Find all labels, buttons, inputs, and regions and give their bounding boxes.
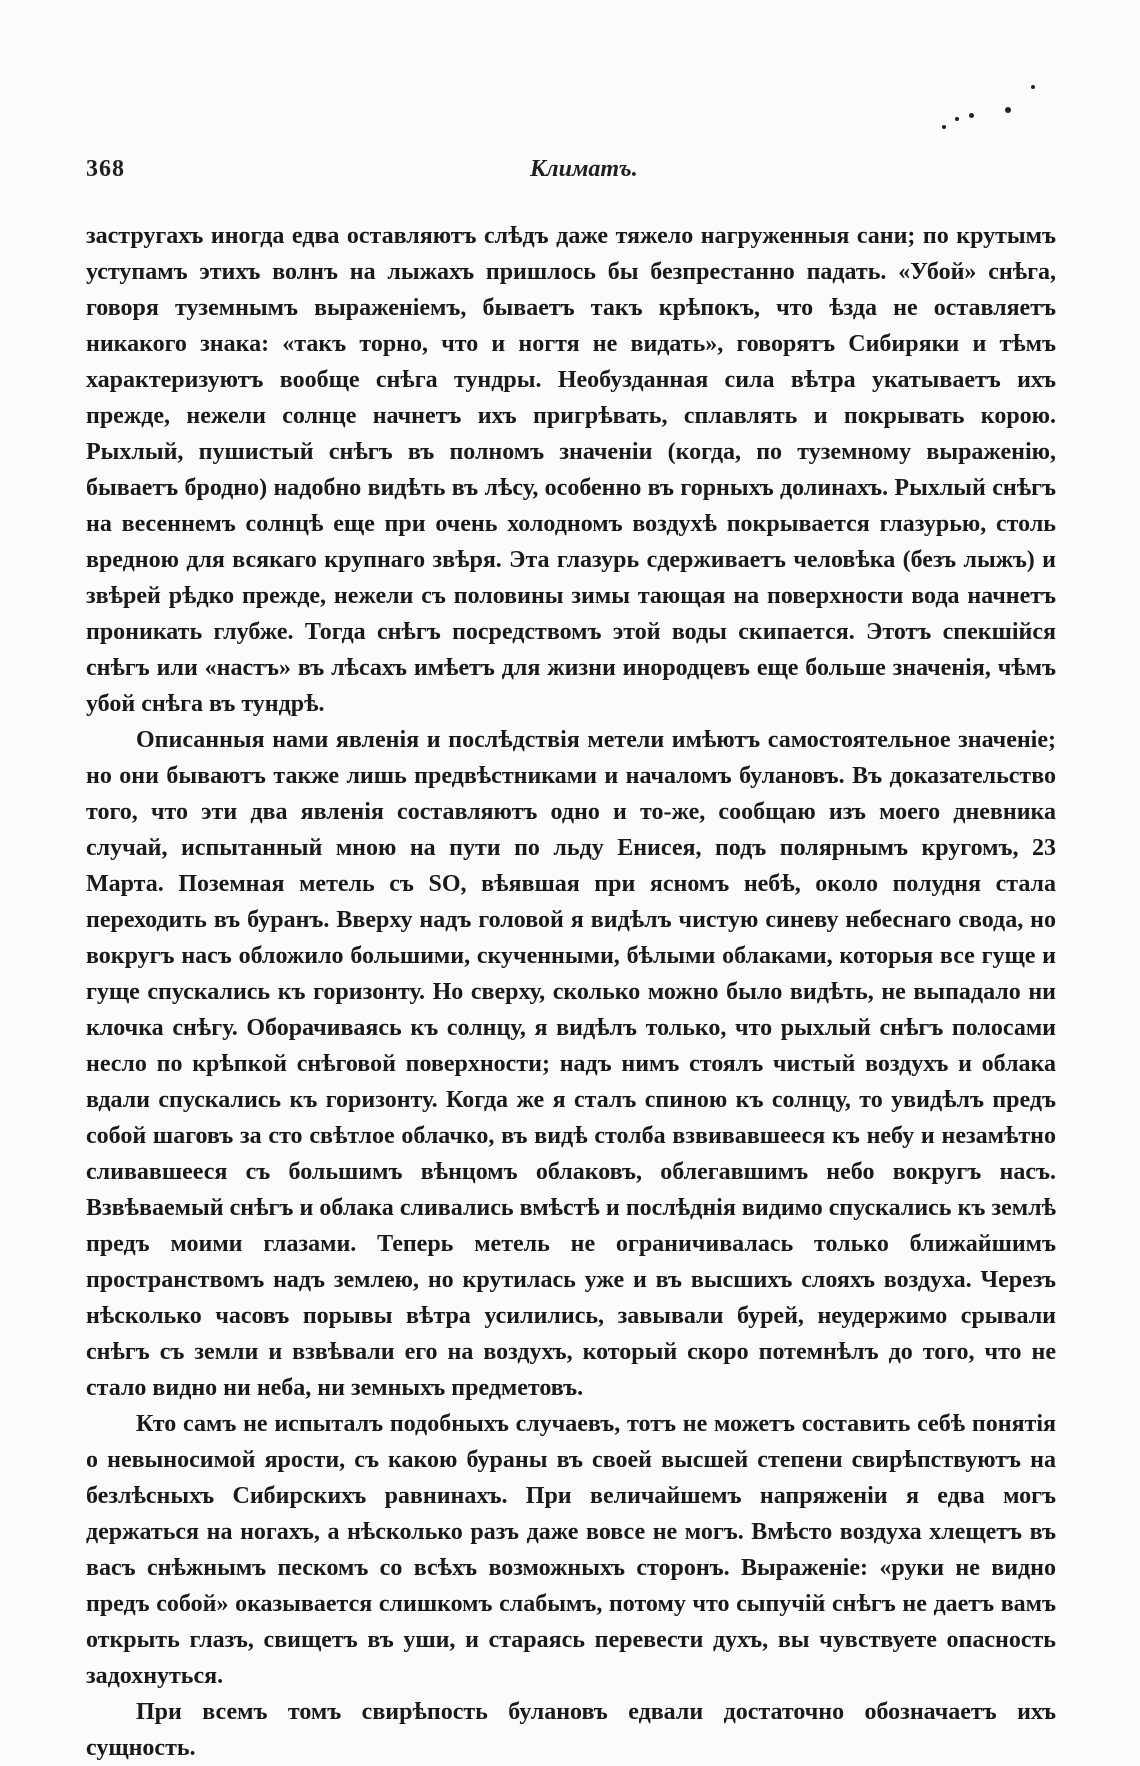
main-text: [86, 218, 1056, 1766]
page-header: [86, 156, 1056, 186]
scan-speck: [1031, 85, 1035, 89]
scan-speck: [1005, 107, 1011, 113]
paragraph-2: Описанныя нами явленія и послѣдствія метели имѣютъ самостоятельное значеніе; но они бываютъ также лишь предвѣстниками и началомъ булановъ. Въ доказательство того, что эти два явленія составляютъ одно и то-же, сообщаю изъ моего дневника случай, испытанный мною на пути по льду Енисея, подъ полярнымъ кругомъ, 23 Марта. Поземная метель съ SO, вѣявшая при ясномъ небѣ, около полудня стала переходить въ буранъ. Вверху надъ головой я видѣлъ чистую синеву небеснаго свода, но вокругъ насъ обложило большими, скученными, бѣлыми облаками, которыя все гуще и гуще спускались къ горизонту. Но сверху, сколько можно было видѣть, не выпадало ни клочка снѣгу. Оборачиваясь къ солнцу, я видѣлъ только, что рыхлый снѣгъ полосами несло по крѣпкой снѣговой поверхности; надъ нимъ стоялъ чистый воздухъ и облака вдали спускались къ горизонту. Когда же я сталъ спиною къ солнцу, то увидѣлъ предъ собой шаговъ за сто свѣтлое облачко, въ видѣ столба взвивавшееся къ небу и незамѣтно сливавшееся съ большимъ вѣнцомъ облаковъ, облегавшимъ небо вокругъ насъ. Взвѣваемый снѣгъ и облака сливались вмѣстѣ и послѣднія видимо спускались къ землѣ предъ моими глазами. Теперь метель не ограничивалась только ближайшимъ пространствомъ надъ землею, но крутилась уже и въ высшихъ слояхъ воздуха. Черезъ нѣсколько часовъ порывы вѣтра усилились, завывали бурей, неудержимо срывали снѣгъ съ земли и взвѣвали его на воздухъ, который скоро потемнѣлъ до того, что не стало видно ни неба, ни земныхъ предметовъ.: [86, 727, 1056, 1401]
scan-speck: [942, 125, 946, 129]
paragraph-3: Кто самъ не испыталъ подобныхъ случаевъ, тотъ не можетъ составить себѣ понятія о невыносимой ярости, съ какою бураны въ своей высшей степени свирѣпствуютъ на безлѣсныхъ Сибирскихъ равнинахъ. При величайшемъ напряженіи я едва могъ держаться на ногахъ, а нѣсколько разъ даже вовсе не могъ. Вмѣсто воздуха хлещетъ въ васъ снѣжнымъ пескомъ со всѣхъ возможныхъ сторонъ. Выраженіе: «руки не видно предъ собой» оказывается слишкомъ слабымъ, потому что сыпучій снѣгъ не даетъ вамъ открыть глазъ, свищетъ въ уши, и стараясь перевести духъ, вы чувствуете опасность задохнуться.: [86, 1411, 1056, 1689]
scan-speck: [969, 113, 974, 118]
page-number: 368: [86, 156, 125, 182]
paragraph-1: застругахъ иногда едва оставляютъ слѣдъ даже тяжело нагруженныя сани; по крутымъ уступамъ этихъ волнъ на лыжахъ пришлось бы безпрестанно падать. «Убой» снѣга, говоря туземнымъ выраженіемъ, бываетъ такъ крѣпокъ, что ѣзда не оставляетъ никакого знака: «такъ торно, что и ногтя не видать», говорятъ Сибиряки и тѣмъ характеризуютъ вообще снѣга тундры. Необузданная сила вѣтра укатываетъ ихъ прежде, нежели солнце начнетъ ихъ пригрѣвать, сплавлять и покрывать корою. Рыхлый, пушистый снѣгъ въ полномъ значеніи (когда, по туземному выраженію, бываетъ бродно) надобно видѣть въ лѣсу, особенно въ горныхъ долинахъ. Рыхлый снѣгъ на весеннемъ солнцѣ еще при очень холодномъ воздухѣ покрывается глазурью, столь вредною для всякаго крупнаго звѣря. Эта глазурь сдерживаетъ человѣка (безъ лыжъ) и звѣрей рѣдко прежде, нежели съ половины зимы тающая на поверхности вода начнетъ проникать глубже. Тогда снѣгъ посредствомъ этой воды скипается. Этотъ спекшійся снѣгъ или «настъ» въ лѣсахъ имѣетъ для жизни инородцевъ еще больше значенія, чѣмъ убой снѣга въ тундрѣ.: [86, 223, 1056, 717]
scan-speck: [955, 117, 959, 121]
paragraph-4: При всемъ томъ свирѣпость булановъ едвали достаточно обозначаетъ ихъ сущность.: [86, 1699, 1056, 1761]
running-title: Климатъ.: [530, 156, 638, 182]
